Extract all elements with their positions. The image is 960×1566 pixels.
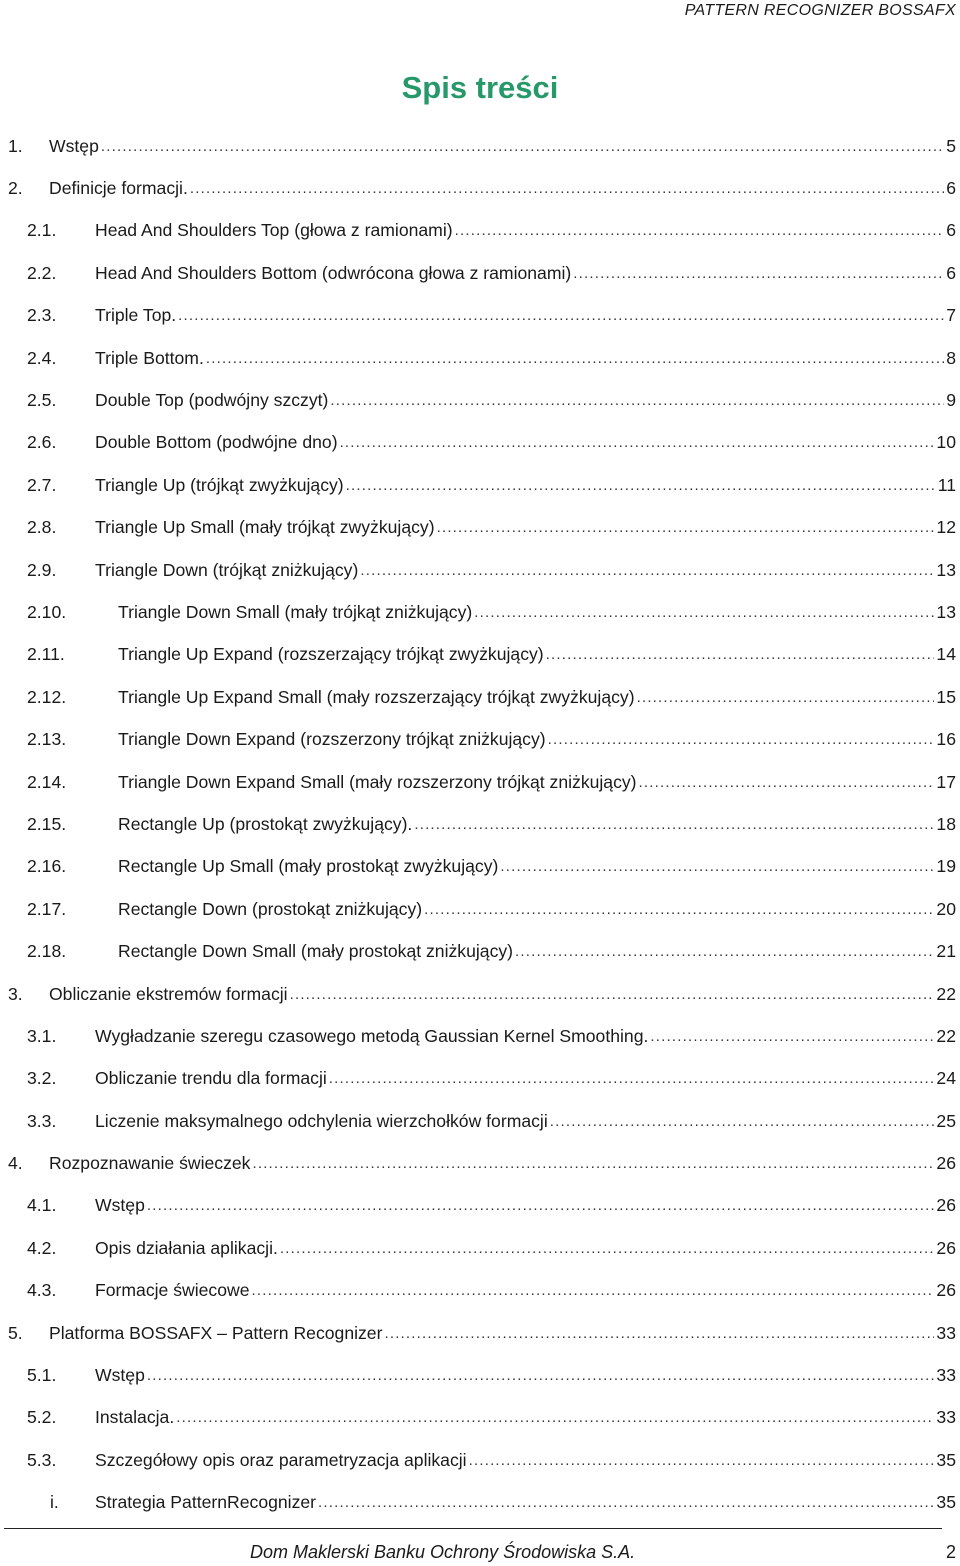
toc-entry-page: 9 <box>946 390 956 411</box>
toc-entry-number: 2.13. <box>27 729 67 750</box>
toc-entry-number: 5.2. <box>27 1407 57 1428</box>
toc-entry[interactable] <box>0 1270 960 1312</box>
toc-entry-page: 6 <box>946 220 956 241</box>
toc-entry-label[interactable]: Triangle Down (trójkąt zniżkujący) <box>95 559 359 580</box>
toc-entry-label[interactable]: Wstęp <box>49 135 99 156</box>
toc-entry-page: 22 <box>936 983 956 1004</box>
toc-dot-leader <box>178 307 944 324</box>
toc-entry[interactable] <box>0 761 960 803</box>
toc-entry[interactable] <box>0 167 960 209</box>
toc-dot-leader <box>329 1070 935 1087</box>
toc-entry-line <box>49 1312 956 1354</box>
toc-entry-number: 2.1. <box>27 220 57 241</box>
toc-entry-label[interactable]: Rectangle Up Small (mały prostokąt zwyżkujący) <box>118 856 499 877</box>
toc-dot-leader <box>500 858 934 875</box>
toc-entry[interactable] <box>0 549 960 591</box>
toc-entry-line <box>95 379 956 421</box>
toc-entry-number: 2.3. <box>27 305 57 326</box>
toc-entry-label[interactable]: Obliczanie trendu dla formacji <box>95 1068 327 1089</box>
toc-entry-line <box>118 888 956 930</box>
toc-dot-leader <box>474 604 934 621</box>
toc-dot-leader <box>637 689 935 706</box>
toc-entry-page: 15 <box>936 686 956 707</box>
toc-entry-page: 25 <box>936 1110 956 1131</box>
toc-entry-page: 24 <box>936 1068 956 1089</box>
toc-entry-number: 2.2. <box>27 262 57 283</box>
toc-entry-line <box>95 1482 956 1524</box>
toc-entry[interactable] <box>0 1142 960 1184</box>
toc-entry-number: 3.2. <box>27 1068 57 1089</box>
toc-entry[interactable] <box>0 973 960 1015</box>
toc-entry-number: 1. <box>8 135 23 156</box>
toc-entry[interactable] <box>0 718 960 760</box>
toc-entry-line <box>49 973 956 1015</box>
toc-entry-page: 35 <box>936 1492 956 1513</box>
toc-entry-page: 20 <box>936 898 956 919</box>
toc-entry-line <box>95 337 956 379</box>
toc-entry[interactable] <box>0 1397 960 1439</box>
toc-entry-label[interactable]: Triangle Up (trójkąt zwyżkujący) <box>95 474 344 495</box>
toc-entry[interactable] <box>0 1312 960 1354</box>
toc-entry-line <box>95 422 956 464</box>
toc-entry-number: 4.3. <box>27 1280 57 1301</box>
toc-entry-label[interactable]: Rozpoznawanie świeczek <box>49 1153 251 1174</box>
toc-entry-number: 4.1. <box>27 1195 57 1216</box>
toc-dot-leader <box>384 1325 934 1342</box>
toc-entry-page: 26 <box>936 1195 956 1216</box>
toc-entry-page: 26 <box>936 1237 956 1258</box>
toc-entry-line <box>95 1439 956 1481</box>
toc-dot-leader <box>639 774 935 791</box>
toc-entry-label[interactable]: Rectangle Down (prostokąt zniżkujący) <box>118 898 423 919</box>
toc-entry-label[interactable]: Strategia PatternRecognizer <box>95 1492 317 1513</box>
toc-entry-page: 10 <box>936 432 956 453</box>
toc-entry-label[interactable]: Triangle Up Expand Small (mały rozszerzający trójkąt zwyżkujący) <box>118 686 635 707</box>
toc-entry-line <box>95 1270 956 1312</box>
toc-dot-leader <box>437 519 935 536</box>
toc-entry-label[interactable]: Triangle Down Small (mały trójkąt zniżkujący) <box>118 601 473 622</box>
toc-entry-page: 17 <box>936 771 956 792</box>
toc-entry-line <box>95 1058 956 1100</box>
table-of-contents <box>0 125 960 1524</box>
toc-entry-number: 5. <box>8 1322 23 1343</box>
toc-entry-line <box>118 676 956 718</box>
toc-entry[interactable] <box>0 1482 960 1524</box>
toc-entry[interactable] <box>0 1058 960 1100</box>
toc-entry[interactable] <box>0 252 960 294</box>
toc-dot-leader <box>346 477 936 494</box>
toc-entry-label[interactable]: Wygładzanie szeregu czasowego metodą Gaussian Kernel Smoothing. <box>95 1025 649 1046</box>
toc-entry[interactable] <box>0 379 960 421</box>
toc-entry-page: 33 <box>936 1407 956 1428</box>
toc-entry-page: 12 <box>936 517 956 538</box>
toc-entry-label[interactable]: Double Top (podwójny szczyt) <box>95 390 329 411</box>
toc-entry-number: 2.9. <box>27 559 57 580</box>
toc-entry-number: 2.17. <box>27 898 67 919</box>
toc-entry-line <box>95 1354 956 1396</box>
toc-entry-page: 19 <box>936 856 956 877</box>
toc-entry[interactable] <box>0 1354 960 1396</box>
toc-dot-leader <box>251 1282 934 1299</box>
toc-entry-line <box>95 210 956 252</box>
toc-entry-number: 4.2. <box>27 1237 57 1258</box>
toc-entry[interactable] <box>0 930 960 972</box>
toc-entry-number: 3. <box>8 983 23 1004</box>
toc-entry[interactable] <box>0 125 960 167</box>
toc-dot-leader <box>546 646 935 663</box>
toc-entry-page: 13 <box>936 559 956 580</box>
toc-entry[interactable] <box>0 507 960 549</box>
toc-dot-leader <box>147 1197 935 1214</box>
toc-entry-line <box>95 1015 956 1057</box>
toc-dot-leader <box>515 943 934 960</box>
toc-entry-number: 2.18. <box>27 941 67 962</box>
toc-dot-leader <box>252 1155 934 1172</box>
toc-entry-number: 2.11. <box>27 644 65 665</box>
toc-entry-line <box>95 1397 956 1439</box>
toc-entry-line <box>118 718 956 760</box>
toc-entry-number: 2.5. <box>27 390 57 411</box>
toc-entry-number: 2.10. <box>27 601 67 622</box>
toc-entry-label[interactable]: Head And Shoulders Top (głowa z ramionami) <box>95 220 453 241</box>
toc-dot-leader <box>318 1494 934 1511</box>
toc-dot-leader <box>360 562 934 579</box>
toc-entry-label[interactable]: Formacje świecowe <box>95 1280 250 1301</box>
toc-entry-label[interactable]: Double Bottom (podwójne dno) <box>95 432 338 453</box>
toc-entry-page: 8 <box>946 347 956 368</box>
toc-entry[interactable] <box>0 634 960 676</box>
toc-entry-page: 26 <box>936 1280 956 1301</box>
toc-entry-page: 26 <box>936 1153 956 1174</box>
toc-entry-label[interactable]: Wstęp <box>95 1365 145 1386</box>
toc-entry-number: 5.1. <box>27 1365 57 1386</box>
toc-entry[interactable] <box>0 591 960 633</box>
toc-dot-leader <box>101 138 944 155</box>
toc-entry-number: 2.16. <box>27 856 67 877</box>
page-title: Spis treści <box>401 70 559 105</box>
toc-entry-label[interactable]: Triple Top. <box>95 305 177 326</box>
toc-entry-label[interactable]: Triangle Down Expand (rozszerzony trójkąt zniżkujący) <box>118 729 546 750</box>
toc-dot-leader <box>290 986 935 1003</box>
toc-entry-label[interactable]: Head And Shoulders Bottom (odwrócona głowa z ramionami) <box>95 262 572 283</box>
toc-entry-page: 21 <box>936 941 956 962</box>
toc-entry-number: 2.14. <box>27 771 67 792</box>
footer-company: Dom Maklerski Banku Ochrony Środowiska S.A. <box>250 1541 636 1562</box>
toc-entry-line <box>95 1100 956 1142</box>
toc-entry-number: 3.1. <box>27 1025 57 1046</box>
footer-page-number: 2 <box>945 1541 956 1562</box>
toc-entry[interactable] <box>0 422 960 464</box>
toc-entry[interactable] <box>0 295 960 337</box>
toc-entry-page: 7 <box>946 305 956 326</box>
toc-entry-line <box>49 125 956 167</box>
toc-dot-leader <box>280 1240 935 1257</box>
toc-entry-label[interactable]: Wstęp <box>95 1195 145 1216</box>
toc-entry-number: 3.3. <box>27 1110 57 1131</box>
toc-entry-label[interactable]: Triangle Down Expand Small (mały rozszerzony trójkąt zniżkujący) <box>118 771 637 792</box>
toc-entry-line <box>118 846 956 888</box>
toc-entry[interactable] <box>0 888 960 930</box>
toc-dot-leader <box>206 350 944 367</box>
toc-entry-line <box>118 930 956 972</box>
toc-entry[interactable] <box>0 464 960 506</box>
toc-dot-leader <box>573 265 944 282</box>
toc-entry[interactable] <box>0 210 960 252</box>
toc-entry-label[interactable]: Triple Bottom. <box>95 347 204 368</box>
toc-entry[interactable] <box>0 337 960 379</box>
toc-entry-page: 33 <box>936 1365 956 1386</box>
toc-entry-number: 2.4. <box>27 347 57 368</box>
toc-entry-label[interactable]: Szczegółowy opis oraz parametryzacja aplikacji <box>95 1449 467 1470</box>
toc-entry-label[interactable]: Obliczanie ekstremów formacji <box>49 983 288 1004</box>
toc-entry-label[interactable]: Rectangle Down Small (mały prostokąt zniżkujący) <box>118 941 514 962</box>
toc-entry-label[interactable]: Triangle Up Small (mały trójkąt zwyżkujący) <box>95 517 435 538</box>
toc-dot-leader <box>424 901 934 918</box>
toc-entry-label[interactable]: Rectangle Up (prostokąt zwyżkujący). <box>118 813 413 834</box>
toc-dot-leader <box>414 816 934 833</box>
toc-entry-line <box>118 634 956 676</box>
toc-entry-page: 13 <box>936 601 956 622</box>
toc-entry-number: 4. <box>8 1153 23 1174</box>
toc-entry-label[interactable]: Liczenie maksymalnego odchylenia wierzchołków formacji <box>95 1110 548 1131</box>
toc-entry-label[interactable]: Instalacja. <box>95 1407 175 1428</box>
toc-dot-leader <box>176 1409 934 1426</box>
toc-entry-number: 2.12. <box>27 686 67 707</box>
toc-entry-label[interactable]: Triangle Up Expand (rozszerzający trójkąt zwyżkujący) <box>118 644 544 665</box>
toc-entry[interactable] <box>0 1015 960 1057</box>
footer-divider <box>4 1528 942 1529</box>
running-header: PATTERN RECOGNIZER BOSSAFX <box>684 2 956 19</box>
toc-entry-line <box>49 167 956 209</box>
toc-dot-leader <box>455 222 945 239</box>
toc-entry-line <box>118 591 956 633</box>
toc-entry-label[interactable]: Platforma BOSSAFX – Pattern Recognizer <box>49 1322 383 1343</box>
toc-entry-number: 5.3. <box>27 1449 57 1470</box>
toc-entry-page: 6 <box>946 262 956 283</box>
toc-entry-number: 2.6. <box>27 432 57 453</box>
toc-entry-line <box>95 1185 956 1227</box>
toc-entry[interactable] <box>0 1185 960 1227</box>
toc-entry-line <box>118 803 956 845</box>
toc-entry-label[interactable]: Definicje formacji. <box>49 178 188 199</box>
toc-entry-line <box>49 1142 956 1184</box>
toc-entry-line <box>95 549 956 591</box>
toc-entry-line <box>95 507 956 549</box>
toc-entry-number: 2.15. <box>27 813 67 834</box>
toc-dot-leader <box>469 1452 935 1469</box>
toc-entry-line <box>95 1227 956 1269</box>
page-footer <box>250 1538 956 1566</box>
toc-entry-line <box>95 464 956 506</box>
toc-entry-page: 33 <box>936 1322 956 1343</box>
toc-entry-number: 2.7. <box>27 474 57 495</box>
toc-entry-page: 16 <box>936 729 956 750</box>
toc-entry-page: 5 <box>946 135 956 156</box>
toc-dot-leader <box>147 1367 935 1384</box>
toc-entry-page: 14 <box>936 644 956 665</box>
toc-entry[interactable] <box>0 803 960 845</box>
toc-entry-line <box>95 252 956 294</box>
toc-entry[interactable] <box>0 1227 960 1269</box>
toc-entry-page: 22 <box>936 1025 956 1046</box>
toc-entry-number: 2.8. <box>27 517 57 538</box>
toc-dot-leader <box>550 1113 935 1130</box>
toc-entry-label[interactable]: Opis działania aplikacji. <box>95 1237 278 1258</box>
toc-entry-page: 18 <box>936 813 956 834</box>
toc-entry-page: 11 <box>937 474 956 495</box>
toc-entry[interactable] <box>0 846 960 888</box>
toc-dot-leader <box>650 1028 934 1045</box>
toc-entry-page: 35 <box>936 1449 956 1470</box>
toc-entry-line <box>118 761 956 803</box>
toc-dot-leader <box>548 731 935 748</box>
toc-dot-leader <box>330 392 944 409</box>
toc-entry[interactable] <box>0 1100 960 1142</box>
toc-entry-line <box>95 295 956 337</box>
toc-dot-leader <box>190 180 944 197</box>
toc-entry-page: 6 <box>946 178 956 199</box>
toc-entry-number: 2. <box>8 178 23 199</box>
toc-entry[interactable] <box>0 676 960 718</box>
toc-entry[interactable] <box>0 1439 960 1481</box>
toc-dot-leader <box>340 434 935 451</box>
toc-entry-number: i. <box>50 1492 59 1513</box>
